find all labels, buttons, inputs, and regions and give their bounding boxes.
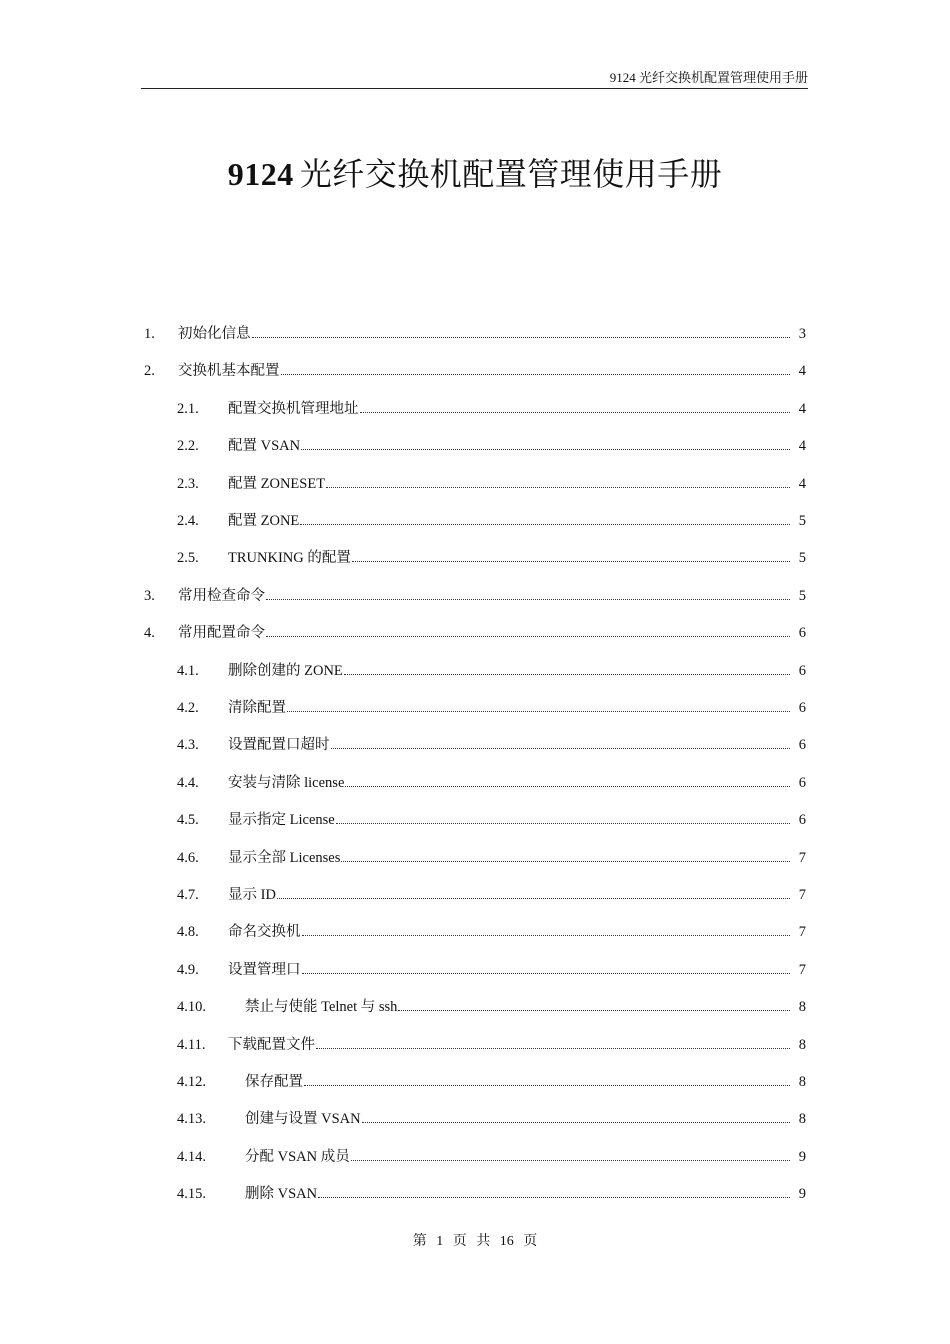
toc-entry-number: 2. — [144, 363, 155, 380]
toc-entry-number: 4.13. — [177, 1111, 206, 1128]
header-rule — [141, 88, 808, 89]
toc-entry-page: 4 — [798, 400, 806, 417]
toc-dot-leader — [304, 1085, 790, 1086]
toc-entry[interactable] — [0, 1026, 950, 1063]
document-title — [0, 150, 950, 198]
toc-entry-title: 下载配置文件 — [228, 1036, 315, 1053]
toc-entry-title: 显示 ID — [228, 887, 276, 903]
title-text: 光纤交换机配置管理使用手册 — [299, 156, 723, 192]
toc-entry-title: 删除创建的 ZONE — [228, 662, 343, 679]
toc-entry[interactable] — [0, 577, 950, 614]
toc-entry-line — [228, 699, 806, 717]
toc-dot-leader — [331, 748, 791, 749]
toc-entry-number: 4.2. — [177, 700, 199, 716]
toc-entry-line — [178, 325, 806, 343]
toc-dot-leader — [316, 1048, 790, 1049]
toc-entry[interactable] — [0, 614, 950, 651]
toc-entry-title: TRUNKING 的配置 — [228, 550, 351, 567]
toc-entry-page: 8 — [798, 1111, 806, 1128]
toc-entry-title: 保存配置 — [245, 1074, 303, 1090]
toc-entry-line — [245, 1110, 806, 1128]
toc-entry[interactable] — [0, 1100, 950, 1137]
toc-entry-page: 7 — [798, 849, 806, 866]
toc-entry-title: 配置 ZONESET — [228, 475, 326, 492]
toc-dot-leader — [287, 711, 790, 712]
toc-entry-page: 9 — [798, 1186, 806, 1203]
toc-entry-line — [228, 1036, 806, 1054]
toc-entry[interactable] — [0, 1063, 950, 1100]
toc-entry-line — [228, 736, 806, 754]
toc-entry-line — [245, 1073, 806, 1091]
toc-entry-line — [245, 1185, 806, 1203]
toc-dot-leader — [352, 561, 790, 562]
toc-dot-leader — [300, 524, 790, 525]
toc-entry-line — [245, 1148, 806, 1166]
toc-dot-leader — [362, 1122, 790, 1123]
toc-entry-line — [228, 774, 806, 792]
toc-entry[interactable] — [0, 502, 950, 539]
toc-entry-page: 8 — [798, 1036, 806, 1053]
toc-entry-title: 初始化信息 — [178, 326, 251, 342]
toc-dot-leader — [336, 823, 790, 824]
toc-entry-title: 常用检查命令 — [178, 587, 265, 604]
header-title: 9124 光纤交换机配置管理使用手册 — [609, 70, 808, 85]
toc-entry-title: 交换机基本配置 — [178, 363, 280, 380]
toc-dot-leader — [345, 786, 790, 787]
toc-entry-title: 配置交换机管理地址 — [228, 400, 359, 417]
toc-entry-title: 安装与清除 license — [228, 774, 345, 791]
page-footer: 第 1 页 共 16 页 — [412, 1234, 538, 1249]
toc-entry-number: 4.3. — [177, 737, 199, 754]
toc-entry-number: 4.7. — [177, 887, 199, 903]
toc-entry-number: 4.1. — [177, 662, 199, 679]
toc-entry[interactable] — [0, 465, 950, 502]
toc-entry-number: 4. — [144, 625, 155, 642]
toc-dot-leader — [318, 1197, 790, 1198]
toc-entry-title: 配置 VSAN — [228, 438, 301, 455]
toc-entry[interactable] — [0, 726, 950, 763]
toc-entry[interactable] — [0, 764, 950, 801]
toc-entry-number: 2.1. — [177, 400, 199, 417]
toc-entry-line — [245, 998, 806, 1016]
toc-entry-number: 4.9. — [177, 961, 199, 978]
toc-entry-title: 显示指定 License — [228, 812, 335, 829]
toc-entry-line — [228, 437, 806, 455]
toc-entry-page: 5 — [798, 513, 806, 529]
toc-entry[interactable] — [0, 1138, 950, 1175]
toc-entry-title: 设置配置口超时 — [228, 737, 330, 754]
toc-entry-page: 7 — [798, 961, 806, 978]
toc-entry-title: 显示全部 Licenses — [228, 849, 341, 866]
toc-entry[interactable] — [0, 876, 950, 913]
toc-dot-leader — [266, 636, 790, 637]
toc-entry-number: 3. — [144, 587, 155, 604]
toc-dot-leader — [344, 674, 790, 675]
toc-entry-page: 8 — [798, 1074, 806, 1090]
toc-entry-line — [178, 587, 806, 605]
toc-entry-line — [228, 849, 806, 867]
title-number: 9124 — [227, 156, 294, 192]
toc-entry-title: 清除配置 — [228, 700, 286, 716]
toc-entry-page: 3 — [798, 326, 806, 342]
toc-entry-page: 6 — [798, 662, 806, 679]
toc-entry-number: 4.5. — [177, 812, 199, 829]
toc-entry[interactable] — [0, 315, 950, 352]
toc-entry-page: 5 — [798, 587, 806, 604]
toc-dot-leader — [281, 374, 791, 375]
toc-entry-page: 6 — [798, 774, 806, 791]
toc-entry-line — [228, 549, 806, 567]
toc-entry-number: 2.3. — [177, 475, 199, 492]
toc-dot-leader — [351, 1160, 790, 1161]
toc-entry-page: 9 — [798, 1148, 806, 1165]
toc-entry[interactable] — [0, 988, 950, 1025]
toc-dot-leader — [326, 487, 790, 488]
toc-entry[interactable] — [0, 352, 950, 389]
toc-dot-leader — [277, 898, 790, 899]
toc-entry[interactable] — [0, 427, 950, 464]
toc-entry[interactable] — [0, 652, 950, 689]
toc-entry-page: 6 — [798, 812, 806, 829]
toc-entry-page: 4 — [798, 438, 806, 455]
toc-entry-title: 禁止与使能 Telnet 与 ssh — [245, 999, 398, 1016]
toc-entry-number: 4.11. — [177, 1036, 206, 1053]
toc-entry-title: 创建与设置 VSAN — [245, 1111, 361, 1128]
toc-entry-title: 配置 ZONE — [228, 513, 300, 529]
toc-entry[interactable] — [0, 1175, 950, 1212]
toc-entry-number: 4.12. — [177, 1074, 206, 1090]
toc-entry-title: 分配 VSAN 成员 — [245, 1148, 350, 1165]
toc-dot-leader — [301, 449, 790, 450]
toc-entry-title: 命名交换机 — [228, 924, 301, 941]
toc-entry-number: 2.5. — [177, 550, 199, 567]
toc-entry-number: 4.4. — [177, 774, 199, 791]
toc-entry-number: 4.14. — [177, 1148, 206, 1165]
toc-entry-page: 6 — [798, 737, 806, 754]
toc-entry-page: 8 — [798, 999, 806, 1016]
toc-entry-line — [228, 400, 806, 418]
toc-entry-line — [228, 512, 806, 530]
toc-dot-leader — [302, 973, 791, 974]
toc-entry[interactable] — [0, 689, 950, 726]
toc-dot-leader — [341, 861, 790, 862]
toc-dot-leader — [266, 599, 790, 600]
toc-entry-number: 4.8. — [177, 924, 199, 941]
toc-entry-line — [178, 362, 806, 380]
toc-entry-line — [228, 886, 806, 904]
toc-entry-page: 4 — [798, 475, 806, 492]
toc-entry-page: 4 — [798, 363, 806, 380]
toc-entry-number: 2.2. — [177, 438, 199, 455]
toc-entry[interactable] — [0, 539, 950, 576]
toc-entry[interactable] — [0, 839, 950, 876]
toc-dot-leader — [302, 935, 791, 936]
toc-entry-line — [228, 923, 806, 941]
toc-entry-line — [228, 662, 806, 680]
toc-entry[interactable] — [0, 951, 950, 988]
toc-entry-line — [228, 961, 806, 979]
toc-entry[interactable] — [0, 913, 950, 950]
toc-dot-leader — [252, 337, 791, 338]
toc-entry-number: 4.10. — [177, 999, 206, 1016]
toc-entry-page: 7 — [798, 887, 806, 903]
toc-entry-page: 7 — [798, 924, 806, 941]
toc-entry[interactable] — [0, 390, 950, 427]
toc-entry-page: 5 — [798, 550, 806, 567]
toc-entry-number: 1. — [144, 326, 155, 342]
toc-dot-leader — [360, 412, 791, 413]
toc-entry-line — [228, 811, 806, 829]
toc-entry-title: 删除 VSAN — [245, 1186, 318, 1203]
toc-entry-page: 6 — [798, 700, 806, 716]
toc-entry-page: 6 — [798, 625, 806, 642]
toc-entry[interactable] — [0, 801, 950, 838]
toc-entry-line — [178, 624, 806, 642]
toc-entry-number: 2.4. — [177, 513, 199, 529]
toc-entry-number: 4.6. — [177, 849, 199, 866]
toc-entry-title: 常用配置命令 — [178, 625, 265, 642]
toc-entry-title: 设置管理口 — [228, 961, 301, 978]
toc-entry-line — [228, 475, 806, 493]
toc-entry-number: 4.15. — [177, 1186, 206, 1203]
toc-dot-leader — [398, 1010, 790, 1011]
